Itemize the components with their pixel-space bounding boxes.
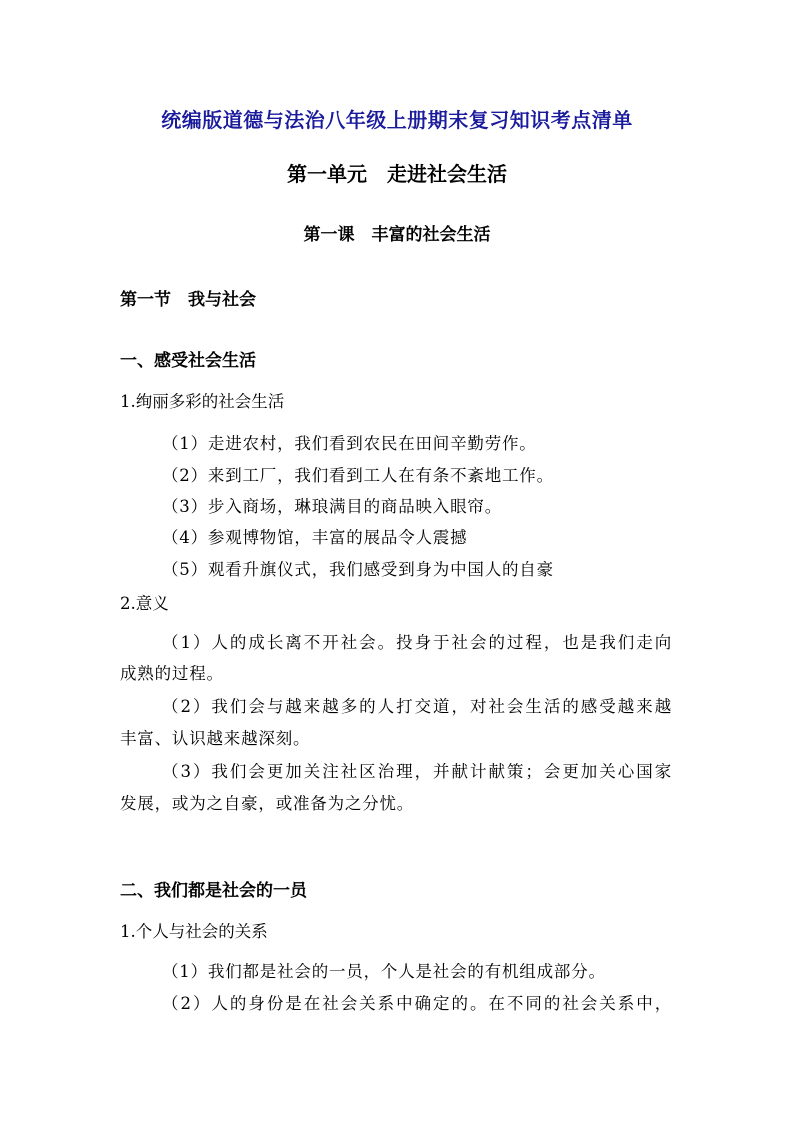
part1-sub1-heading: 1.绚丽多彩的社会生活 <box>120 392 285 411</box>
part1-sub1-item-3: （3）步入商场，琳琅满目的商品映入眼帘。 <box>162 497 502 516</box>
part2-sub1-p2: （2）人的身份是在社会关系中确定的。在不同的社会关系中， <box>162 994 672 1013</box>
document-title: 统编版道德与法治八年级上册期末复习知识考点清单 <box>161 108 633 132</box>
part1-sub2-p1-line2: 成熟的过程。 <box>120 664 224 683</box>
unit-title: 第一单元 走进社会生活 <box>287 162 507 186</box>
part1-sub2-p1-line1: （1）人的成长离不开社会。投身于社会的过程，也是我们走向 <box>162 633 672 652</box>
part1-sub2-p3-line1: （3）我们会更加关注社区治理，并献计献策；会更加关心国家 <box>162 762 672 781</box>
part2-sub1-heading: 1.个人与社会的关系 <box>120 922 268 941</box>
part1-sub1-item-2: （2）来到工厂，我们看到工人在有条不紊地工作。 <box>162 466 554 485</box>
part2-sub1-p1: （1）我们都是社会的一员，个人是社会的有机组成部分。 <box>162 962 606 981</box>
part2-heading: 二、我们都是社会的一员 <box>120 881 307 901</box>
part1-sub1-item-1: （1）走进农村，我们看到农民在田间辛勤劳作。 <box>162 434 537 453</box>
lesson-title: 第一课 丰富的社会生活 <box>303 225 491 245</box>
part1-sub1-item-5: （5）观看升旗仪式，我们感受到身为中国人的自豪 <box>162 560 554 579</box>
part1-heading: 一、感受社会生活 <box>120 351 256 371</box>
part1-sub2-p3-line2: 发展，或为之自豪，或准备为之分忧。 <box>120 794 415 813</box>
part1-sub1-item-4: （4）参观博物馆，丰富的展品令人震撼 <box>162 528 468 547</box>
part1-sub2-p2-line2: 丰富、认识越来越深刻。 <box>120 729 311 748</box>
section-heading: 第一节 我与社会 <box>120 290 256 310</box>
part1-sub2-p2-line1: （2）我们会与越来越多的人打交道，对社会生活的感受越来越 <box>162 697 672 716</box>
part1-sub2-heading: 2.意义 <box>120 594 169 613</box>
